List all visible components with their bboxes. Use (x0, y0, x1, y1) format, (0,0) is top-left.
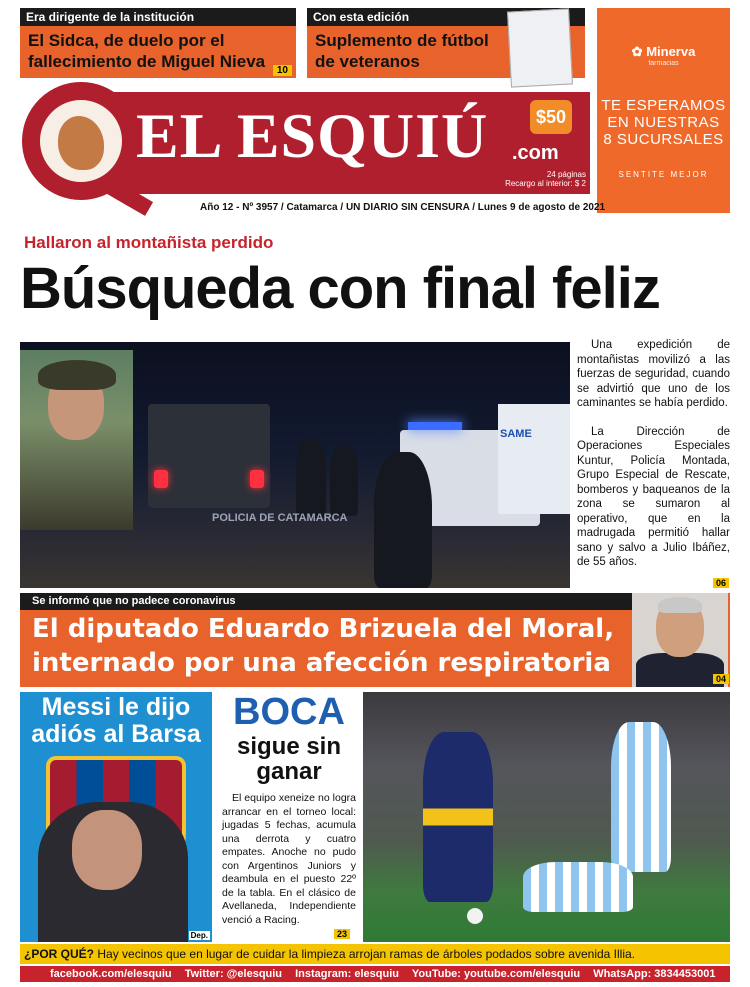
ad-lines (597, 97, 730, 148)
lead-paragraph: La Dirección de Operaciones Especiales Kuntur, Policía Montada, Grupo Especial de Rescate, bomberos y baqueanos de la zona se sumaron al operativo, que en la madrugada permitió hallar sano y salvo a Julio Ibáñez, de 55 años. (577, 425, 730, 568)
why-label: ¿POR QUÉ? (24, 947, 95, 961)
teaser-sidca[interactable] (20, 8, 296, 78)
logo-q-icon (22, 82, 140, 200)
police-truck (148, 404, 270, 508)
boca-story[interactable] (218, 692, 360, 942)
teaser-kicker: Con esta edición (307, 8, 585, 26)
social-link[interactable]: Instagram: elesquiu (295, 968, 400, 980)
ball-icon (467, 908, 483, 924)
van-label: SAME (500, 428, 532, 440)
deputy-story[interactable] (20, 593, 730, 687)
lead-headline[interactable]: Búsqueda con final feliz (20, 256, 660, 321)
why-text: Hay vecinos que en lugar de cuidar la limpieza arrojan ramas de árboles podados sobre avenida Illia. (97, 947, 636, 961)
deputy-hair (658, 597, 702, 613)
deputy-suit (636, 653, 724, 687)
page-number: 23 (334, 929, 350, 939)
issue-line: Año 12 - Nº 3957 / Catamarca / UN DIARIO SIN CENSURA / Lunes 9 de agosto de 2021 (200, 202, 606, 213)
price-badge: $50 (530, 100, 572, 134)
ad-line: EN NUESTRAS (607, 114, 720, 131)
racing-player-tackling (523, 862, 633, 912)
same-van (498, 404, 570, 514)
teaser-headline: Suplemento de fútbol de veteranos (315, 31, 489, 71)
ad-line: 8 SUCURSALES (603, 131, 724, 148)
messi-headline: Messi le dijo adiós al Barsa (31, 693, 201, 748)
social-link[interactable]: facebook.com/elesquiu (50, 968, 172, 980)
logo-figure (58, 116, 104, 170)
pharmacy-ad[interactable] (597, 8, 730, 213)
page-number: 10 (273, 65, 292, 76)
photo-watermark: POLICIA DE CATAMARCA (212, 512, 348, 524)
tail-light (154, 470, 168, 488)
boca-player (423, 732, 493, 902)
messi-face (72, 810, 142, 890)
hiker-hat (38, 360, 116, 390)
masthead-title[interactable]: EL ESQUIÚ (136, 100, 489, 171)
lead-paragraph: Una expedición de montañistas movilizó a las fuerzas de seguridad, cuando se advirtió que uno de los caminantes se había perdido. (577, 339, 730, 409)
ad-slogan: SENTITE MEJOR (618, 170, 709, 179)
deputy-photo[interactable] (632, 593, 728, 687)
ad-brand-sub: farmacias (648, 60, 679, 67)
social-link[interactable]: Twitter: @elesquiu (184, 968, 283, 980)
rescuer (330, 446, 358, 516)
teaser-supplement[interactable] (307, 8, 585, 78)
section-label: Dep. (190, 931, 208, 940)
ad-brand-name: Minerva (646, 44, 696, 59)
hiker-inset-photo[interactable] (20, 350, 133, 530)
social-link[interactable]: YouTube: youtube.com/elesquiu (411, 968, 581, 980)
messi-story[interactable] (20, 692, 212, 942)
ad-brand (597, 44, 730, 60)
masthead-domain: .com (512, 142, 559, 164)
boca-title: BOCA (233, 691, 345, 733)
teaser-headline: El Sidca, de duelo por el fallecimiento de Miguel Nieva (28, 31, 266, 71)
deputy-kicker: Se informó que no padece coronavirus (20, 593, 660, 610)
siren-light (408, 422, 462, 430)
teaser-kicker: Era dirigente de la institución (20, 8, 296, 26)
supplement-thumbnail (507, 8, 573, 87)
lead-body (577, 338, 730, 584)
rescuer (374, 452, 432, 588)
boca-subtitle: sigue sin ganar (236, 733, 342, 785)
rescuer (296, 438, 326, 518)
boca-body: El equipo xeneize no logra arrancar en el torneo local: jugadas 5 fechas, acumula una derrota y cuatro empates. Anoche no pudo con Argentinos Juniors y deambula en el puesto 22º de la tabla. En el clásico de Avellaneda, Independiente venció a Racing. (222, 792, 356, 926)
tail-light (250, 470, 264, 488)
deputy-headline: El diputado Eduardo Brizuela del Moral, internado por una afección respiratoria (32, 614, 615, 678)
page-number: 06 (713, 578, 729, 588)
page-count: 24 páginas (546, 170, 586, 179)
boca-photo[interactable] (363, 692, 730, 942)
why-bar (20, 944, 730, 964)
ad-line: TE ESPERAMOS (601, 97, 726, 114)
pharmacy-logo-icon: ✿ (631, 44, 647, 59)
lead-kicker: Hallaron al montañista perdido (24, 233, 274, 252)
surcharge: Recargo al interior: $ 2 (505, 179, 586, 188)
pages-info (480, 170, 586, 188)
social-bar (20, 966, 730, 982)
page-number: 04 (713, 674, 729, 684)
social-link[interactable]: WhatsApp: 3834453001 (593, 968, 716, 980)
racing-player (611, 722, 671, 872)
